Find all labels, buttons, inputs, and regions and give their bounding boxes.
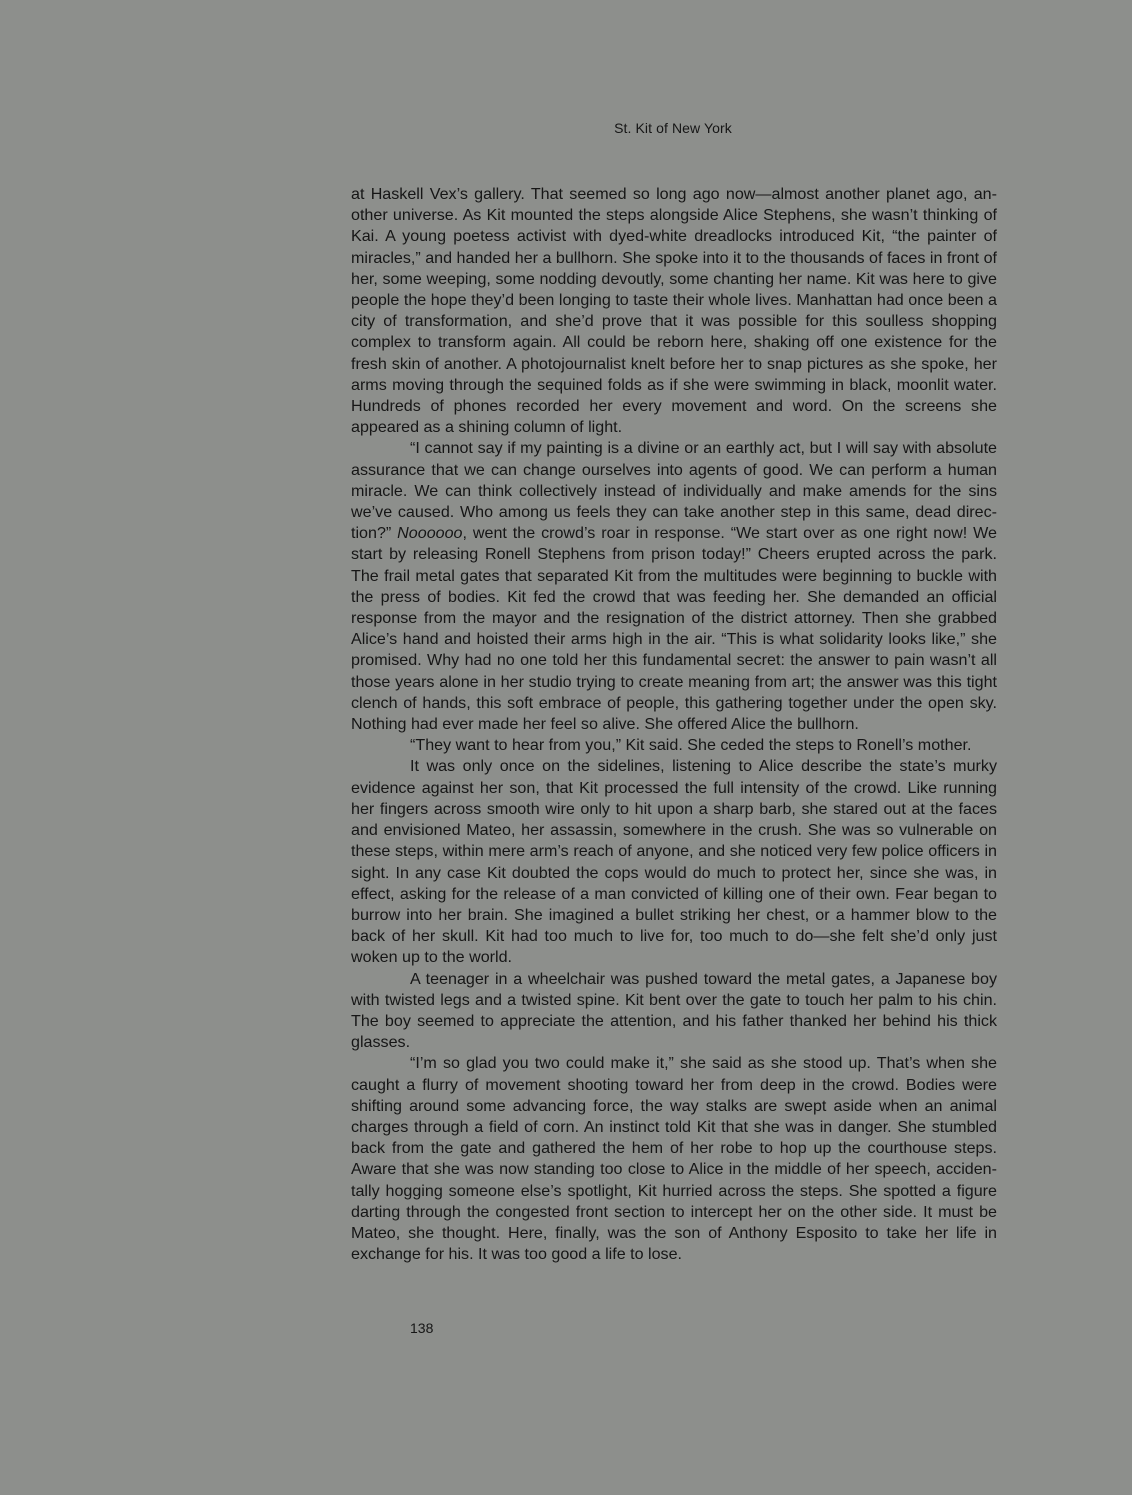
italic-text: Noooooo [397,524,463,543]
paragraph-text: “I cannot say if my painting is a divine or an earthly act, but I will say with absolute assurance that we can change ourselves into agents of good. We can perform a human miracle. We can think collectively instead of individually and make amends for the sins we’ve caused. Who among us feels they can take another step in this same, dead direction?” [351,439,997,543]
paragraph: A teenager in a wheelchair was pushed toward the metal gates, a Japanese boy with twisted legs and a twisted spine. Kit bent over the gate to touch her palm to his chin. The boy seemed to appreciate the attention, and his father thanked her behind his thick glasses. [351,969,997,1052]
paragraph: It was only once on the sidelines, listening to Alice describe the state’s murky evidence against her son, that Kit processed the full intensity of the crowd. Like running her fingers across smooth wire only to hit upon a sharp barb, she stared out at the faces and envisioned Mateo, her assassin, somewhere in the crush. She was so vulnerable on these steps, within mere arm’s reach of anyone, and she noticed very few police officers in sight. In any case Kit doubted the cops would do much to protect her, since she was, in effect, asking for the release of a man convicted of killing one of their own. Fear began to burrow into her brain. She imagined a bullet striking her chest, or a hammer blow to the back of her skull. Kit had too much to live for, too much to do—she felt she’d only just woken up to the world. [351,757,997,967]
paragraph: “I’m so glad you two could make it,” she said as she stood up. That’s when she caught a flurry of movement shooting toward her from deep in the crowd. Bodies were shifting around some advancing force, the way stalks are swept aside when an animal charges through a field of corn. An instinct told Kit that she was in danger. She stumbled back from the gate and gathered the hem of her robe to hop up the courthouse steps. Aware that she was now standing too close to Alice in the middle of her speech, accidentally hogging someone else’s spotlight, Kit hurried across the steps. She spotted a figure darting through the congested front section to intercept her on the other side. It must be Mateo, she thought. Here, finally, was the son of Anthony Esposito to take her life in exchange for his. It was too good a life to lose. [351,1054,997,1264]
body-text [351,184,997,1265]
page-number: 138 [410,1320,434,1336]
paragraph-text: , went the crowd’s roar in response. “We start over as one right now! We start by releasing Ronell Stephens from prison today!” Cheers erupted across the park. The frail metal gates that separated Kit from the multitudes were beginning to buckle with the press of bodies. Kit fed the crowd that was feeding her. She demanded an official response from the mayor and the resignation of the district attorney. Then she grabbed Alice’s hand and hoisted their arms high in the air. “This is what solidarity looks like,” she promised. Why had no one told her this fundamental secret: the answer to pain wasn’t all those years alone in her studio trying to create meaning from art; the answer was this tight clench of hands, this soft embrace of people, this gathering together under the open sky. Nothing had ever made her feel so alive. She offered Alice the bullhorn. [351,524,997,734]
paragraph [351,438,997,735]
paragraph: at Haskell Vex’s gallery. That seemed so long ago now—almost another planet ago, another universe. As Kit mounted the steps alongside Alice Stephens, she wasn’t thinking of Kai. A young poetess activist with dyed-white dreadlocks introduced Kit, “the painter of miracles,” and handed her a bullhorn. She spoke into it to the thousands of faces in front of her, some weeping, some nodding devoutly, some chanting her name. Kit was here to give people the hope they’d been longing to taste their whole lives. Manhattan had once been a city of transformation, and she’d prove that it was possible for this soulless shopping complex to transform again. All could be reborn here, shaking off one existence for the fresh skin of another. A photojournalist knelt before her to snap pictures as she spoke, her arms moving through the sequined folds as if she were swimming in black, moonlit water. Hundreds of phones recorded her every movement and word. On the screens she appeared as a shining column of light. [351,185,997,437]
running-head: St. Kit of New York [614,120,732,136]
paragraph: “They want to hear from you,” Kit said. She ceded the steps to Ronell’s mother. [410,736,972,755]
